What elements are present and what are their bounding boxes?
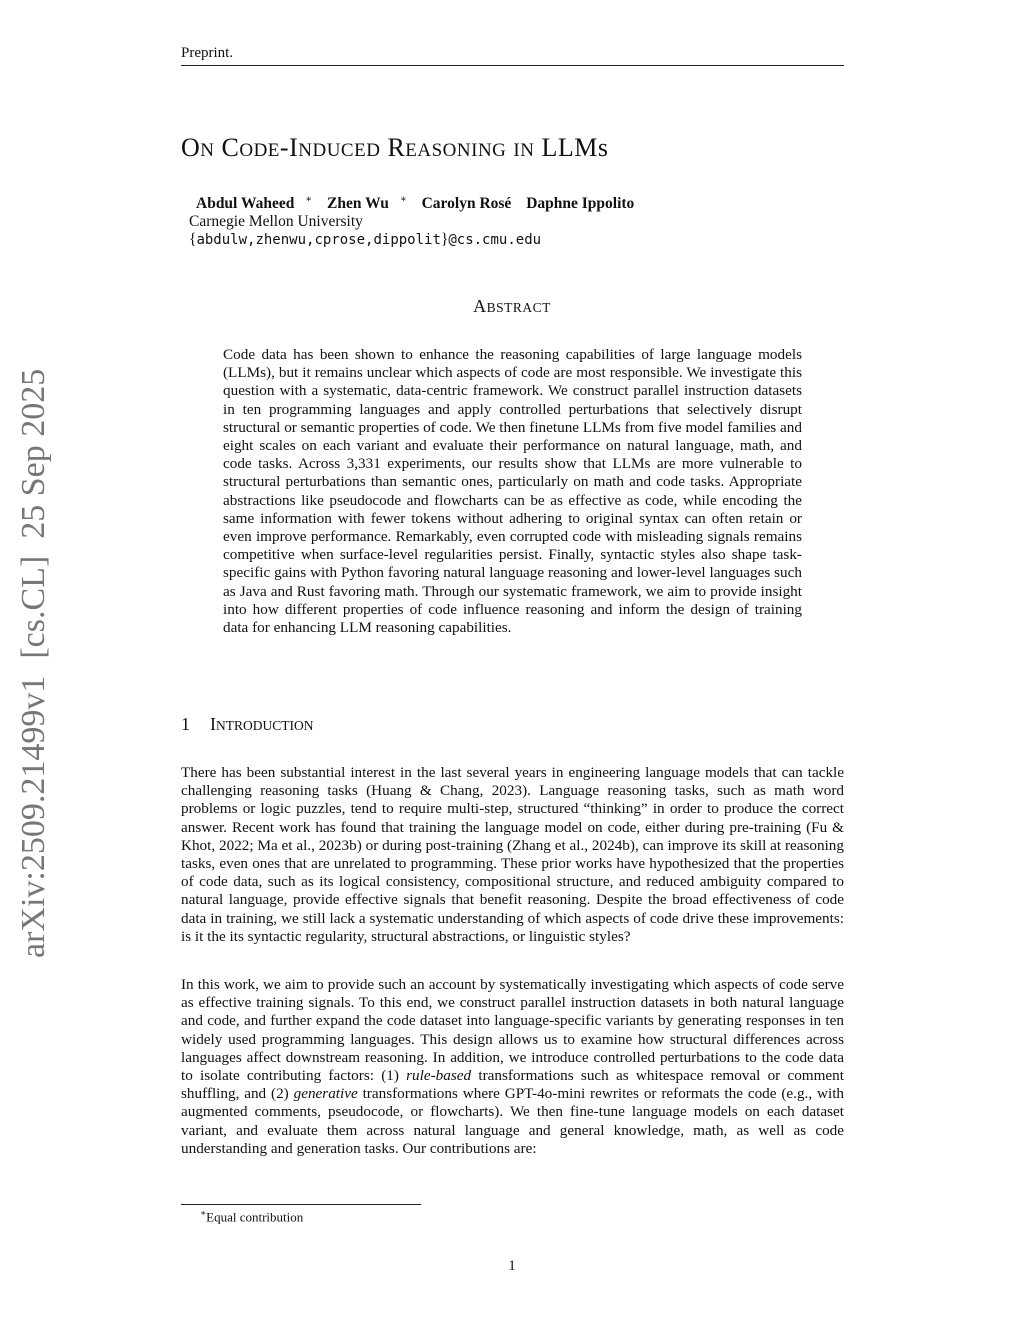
affiliation: Carnegie Mellon University: [189, 213, 363, 230]
author: Daphne Ippolito: [526, 195, 635, 213]
header-rule: [181, 65, 844, 66]
arxiv-identifier: arXiv:2509.21499v1 [cs.CL] 25 Sep 2025: [15, 368, 52, 958]
section-heading-introduction: 1 INTRODUCTION: [181, 714, 314, 734]
intro-paragraph-1: There has been substantial interest in the last several years in engineering language models that can tackle challenging reasoning tasks (Huang & Chang, 2023). Language reasoning tasks, such as math word problems or logic puzzles, tend to require multi-step, structured “thinking” in order to produce the correct answer. Recent work has found that training the language model on code, either during pre-training (Fu & Khot, 2022; Ma et al., 2023b) or during post-training (Zhang et al., 2024b), can improve its skill at reasoning tasks, even ones that are unrelated to programming. These prior works have hypothesized that the properties of code data, such as its logical consistency, compositional structure, and reduced ambiguity compared to natural language, provide effective signals that benefit reasoning. Despite the broad effectiveness of code data in training, we still lack a systematic understanding of which aspects of code drive these improvements: is it the its syntactic regularity, structural abstractions, or linguistic styles?: [181, 764, 844, 945]
author: Abdul Waheed ∗: [196, 194, 313, 213]
footnote-rule: [181, 1204, 421, 1205]
author: Carolyn Rosé: [421, 195, 512, 213]
abstract-text: Code data has been shown to enhance the reasoning capabilities of large language models (LLMs), but it remains unclear which aspects of code are most responsible. We investigate this question with a systematic, data-centric framework. We construct parallel instruction datasets in ten programming languages and apply controlled perturbations that selectively disrupt structural or semantic properties of code. We then finetune LLMs from five model families and eight scales on each variant and evaluate their performance on natural language, math, and code tasks. Across 3,331 experiments, our results show that LLMs are more vulnerable to structural perturbations than semantic ones, particularly on math and code tasks. Appropriate abstractions like pseudocode and flowcharts can be as effective as code, while encoding the same information with fewer tokens without adhering to original syntax can often retain or even improve performance. Remarkably, even corrupted code with misleading signals remains competitive when surface-level regularities persist. Finally, syntactic styles also shape task-specific gains with Python favoring natural language reasoning and lower-level languages such as Java and Rust favoring math. Through our systematic framework, we aim to provide insight into how different properties of code influence reasoning and inform the design of training data for enhancing LLM reasoning capabilities.: [223, 346, 802, 637]
abstract-heading: ABSTRACT: [473, 296, 551, 316]
footnote: ∗Equal contribution: [200, 1208, 304, 1225]
page-number: 1: [508, 1258, 516, 1274]
intro-paragraph-2: In this work, we aim to provide such an account by systematically investigating which aspects of code serve as effective training signals. To this end, we construct parallel instruction datasets in both natural language and code, and further expand the code dataset into language-specific variants by generating responses in ten widely used programming languages. This design allows us to examine how structural differences across languages affect downstream reasoning. In addition, we introduce controlled perturbations to the code data to isolate contributing factors: (1) rule-based transformations such as whitespace removal or comment shuffling, and (2) generative transformations where GPT-4o-mini rewrites or reformats the code (e.g., with augmented comments, pseudocode, or flowcharts). We then fine-tune language models on each dataset variant, and evaluate them across natural language and general knowledge, math, as well as code understanding and generation tasks. Our contributions are:: [181, 976, 845, 1157]
author-list: [196, 194, 645, 213]
author-emails: {abdulw,zhenwu,cprose,dippolit}@cs.cmu.edu: [189, 231, 542, 248]
author: Zhen Wu ∗: [327, 194, 407, 213]
paper-title: ON CODE-INDUCED REASONING IN LLMs: [181, 133, 609, 162]
running-header: Preprint.: [181, 45, 234, 61]
